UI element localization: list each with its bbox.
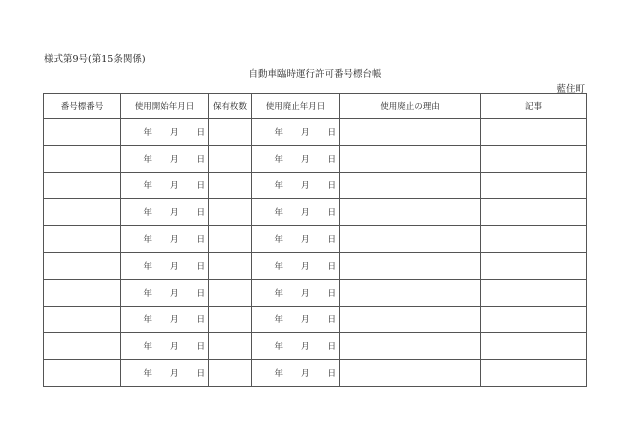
date-unit-day: 日: [327, 127, 336, 138]
date-unit-year: 年: [274, 154, 283, 165]
header-start-date: 使用開始年月日: [121, 94, 209, 119]
reason-cell[interactable]: [340, 199, 481, 226]
date-unit-day: 日: [196, 154, 205, 165]
plate-number-cell[interactable]: [44, 226, 121, 253]
notes-cell[interactable]: [481, 333, 587, 360]
notes-cell[interactable]: [481, 360, 587, 387]
notes-cell[interactable]: [481, 172, 587, 199]
ledger-table: [43, 93, 587, 387]
date-unit-year: 年: [274, 235, 283, 246]
table-row: [44, 226, 587, 253]
reason-cell[interactable]: [340, 172, 481, 199]
date-unit-month: 月: [300, 154, 310, 165]
date-units: [252, 253, 339, 279]
date-unit-day: 日: [327, 208, 336, 219]
reason-cell[interactable]: [340, 226, 481, 253]
date-units: [121, 280, 208, 306]
table-row: [44, 119, 587, 146]
header-held-count: 保有枚数: [209, 94, 252, 119]
date-unit-day: 日: [196, 315, 205, 326]
date-unit-month: 月: [169, 235, 179, 246]
date-unit-year: 年: [274, 208, 283, 219]
date-units: [252, 360, 339, 386]
date-unit-day: 日: [196, 127, 205, 138]
header-reason: 使用廃止の理由: [340, 94, 481, 119]
date-unit-month: 月: [300, 261, 310, 272]
date-units: [121, 360, 208, 386]
start-date-cell[interactable]: [121, 279, 209, 306]
date-unit-year: 年: [274, 369, 283, 380]
notes-cell[interactable]: [481, 119, 587, 146]
date-unit-month: 月: [300, 208, 310, 219]
date-unit-month: 月: [169, 261, 179, 272]
date-unit-month: 月: [300, 127, 310, 138]
date-unit-day: 日: [196, 288, 205, 299]
date-unit-month: 月: [300, 369, 310, 380]
end-date-cell[interactable]: [252, 279, 340, 306]
date-unit-month: 月: [300, 288, 310, 299]
date-unit-day: 日: [327, 342, 336, 353]
plate-number-cell[interactable]: [44, 145, 121, 172]
date-units: [121, 173, 208, 199]
table-row: [44, 333, 587, 360]
end-date-cell[interactable]: [252, 145, 340, 172]
start-date-cell[interactable]: [121, 360, 209, 387]
table-header-row: [44, 94, 587, 119]
held-count-cell[interactable]: [209, 360, 252, 387]
reason-cell[interactable]: [340, 333, 481, 360]
table-row: [44, 199, 587, 226]
date-units: [252, 173, 339, 199]
date-units: [252, 146, 339, 172]
start-date-cell[interactable]: [121, 306, 209, 333]
date-units: [121, 146, 208, 172]
end-date-cell[interactable]: [252, 199, 340, 226]
date-unit-month: 月: [300, 181, 310, 192]
table-row: [44, 145, 587, 172]
start-date-cell[interactable]: [121, 252, 209, 279]
date-unit-month: 月: [300, 315, 310, 326]
date-unit-month: 月: [169, 288, 179, 299]
end-date-cell[interactable]: [252, 226, 340, 253]
date-unit-month: 月: [169, 181, 179, 192]
held-count-cell[interactable]: [209, 199, 252, 226]
end-date-cell[interactable]: [252, 306, 340, 333]
date-unit-year: 年: [143, 288, 152, 299]
date-unit-day: 日: [327, 154, 336, 165]
date-units: [121, 333, 208, 359]
plate-number-cell[interactable]: [44, 252, 121, 279]
date-unit-year: 年: [143, 181, 152, 192]
date-unit-month: 月: [169, 369, 179, 380]
start-date-cell[interactable]: [121, 226, 209, 253]
date-units: [252, 199, 339, 225]
date-unit-year: 年: [143, 154, 152, 165]
header-notes: 記事: [481, 94, 587, 119]
held-count-cell[interactable]: [209, 306, 252, 333]
reason-cell[interactable]: [340, 279, 481, 306]
table-body: [44, 119, 587, 387]
date-unit-year: 年: [143, 342, 152, 353]
date-unit-month: 月: [169, 208, 179, 219]
date-units: [252, 333, 339, 359]
date-unit-day: 日: [327, 288, 336, 299]
date-unit-year: 年: [143, 369, 152, 380]
table-row: [44, 252, 587, 279]
date-unit-month: 月: [169, 127, 179, 138]
date-unit-month: 月: [300, 235, 310, 246]
date-unit-day: 日: [196, 235, 205, 246]
reason-cell[interactable]: [340, 360, 481, 387]
reason-cell[interactable]: [340, 252, 481, 279]
held-count-cell[interactable]: [209, 333, 252, 360]
date-unit-day: 日: [327, 261, 336, 272]
date-units: [252, 119, 339, 145]
date-units: [121, 307, 208, 333]
table-row: [44, 306, 587, 333]
date-unit-day: 日: [196, 261, 205, 272]
held-count-cell[interactable]: [209, 145, 252, 172]
start-date-cell[interactable]: [121, 333, 209, 360]
town-name: 藍住町: [556, 84, 585, 95]
date-units: [252, 307, 339, 333]
date-units: [121, 226, 208, 252]
page-title: 自動車臨時運行許可番号標台帳: [248, 69, 382, 80]
reason-cell[interactable]: [340, 306, 481, 333]
start-date-cell[interactable]: [121, 199, 209, 226]
plate-number-cell[interactable]: [44, 199, 121, 226]
date-unit-year: 年: [143, 127, 152, 138]
table-row: [44, 360, 587, 387]
date-unit-year: 年: [274, 315, 283, 326]
date-unit-month: 月: [169, 154, 179, 165]
notes-cell[interactable]: [481, 226, 587, 253]
plate-number-cell[interactable]: [44, 360, 121, 387]
date-unit-day: 日: [327, 369, 336, 380]
plate-number-cell[interactable]: [44, 279, 121, 306]
date-unit-day: 日: [327, 235, 336, 246]
held-count-cell[interactable]: [209, 119, 252, 146]
start-date-cell[interactable]: [121, 119, 209, 146]
end-date-cell[interactable]: [252, 172, 340, 199]
date-unit-month: 月: [300, 342, 310, 353]
held-count-cell[interactable]: [209, 226, 252, 253]
notes-cell[interactable]: [481, 199, 587, 226]
table-row: [44, 172, 587, 199]
notes-cell[interactable]: [481, 279, 587, 306]
header-end-date: 使用廃止年月日: [252, 94, 340, 119]
date-unit-year: 年: [274, 181, 283, 192]
date-unit-day: 日: [196, 181, 205, 192]
held-count-cell[interactable]: [209, 172, 252, 199]
end-date-cell[interactable]: [252, 333, 340, 360]
date-unit-month: 月: [169, 342, 179, 353]
date-unit-day: 日: [196, 208, 205, 219]
notes-cell[interactable]: [481, 306, 587, 333]
date-unit-year: 年: [143, 235, 152, 246]
header-plate-number: 番号標番号: [44, 94, 121, 119]
notes-cell[interactable]: [481, 145, 587, 172]
end-date-cell[interactable]: [252, 119, 340, 146]
plate-number-cell[interactable]: [44, 172, 121, 199]
date-unit-year: 年: [274, 127, 283, 138]
date-units: [121, 199, 208, 225]
start-date-cell[interactable]: [121, 172, 209, 199]
date-unit-day: 日: [196, 369, 205, 380]
date-unit-year: 年: [143, 208, 152, 219]
start-date-cell[interactable]: [121, 145, 209, 172]
date-unit-year: 年: [274, 288, 283, 299]
end-date-cell[interactable]: [252, 252, 340, 279]
date-unit-month: 月: [169, 315, 179, 326]
date-unit-year: 年: [143, 315, 152, 326]
date-unit-day: 日: [327, 315, 336, 326]
date-unit-day: 日: [196, 342, 205, 353]
date-units: [121, 119, 208, 145]
form-number: 様式第9号(第15条関係): [44, 54, 146, 65]
plate-number-cell[interactable]: [44, 306, 121, 333]
table-row: [44, 279, 587, 306]
date-unit-year: 年: [274, 261, 283, 272]
date-unit-day: 日: [327, 181, 336, 192]
end-date-cell[interactable]: [252, 360, 340, 387]
plate-number-cell[interactable]: [44, 333, 121, 360]
plate-number-cell[interactable]: [44, 119, 121, 146]
held-count-cell[interactable]: [209, 279, 252, 306]
date-unit-year: 年: [274, 342, 283, 353]
reason-cell[interactable]: [340, 119, 481, 146]
date-unit-year: 年: [143, 261, 152, 272]
date-units: [252, 226, 339, 252]
notes-cell[interactable]: [481, 252, 587, 279]
date-units: [121, 253, 208, 279]
held-count-cell[interactable]: [209, 252, 252, 279]
date-units: [252, 280, 339, 306]
reason-cell[interactable]: [340, 145, 481, 172]
